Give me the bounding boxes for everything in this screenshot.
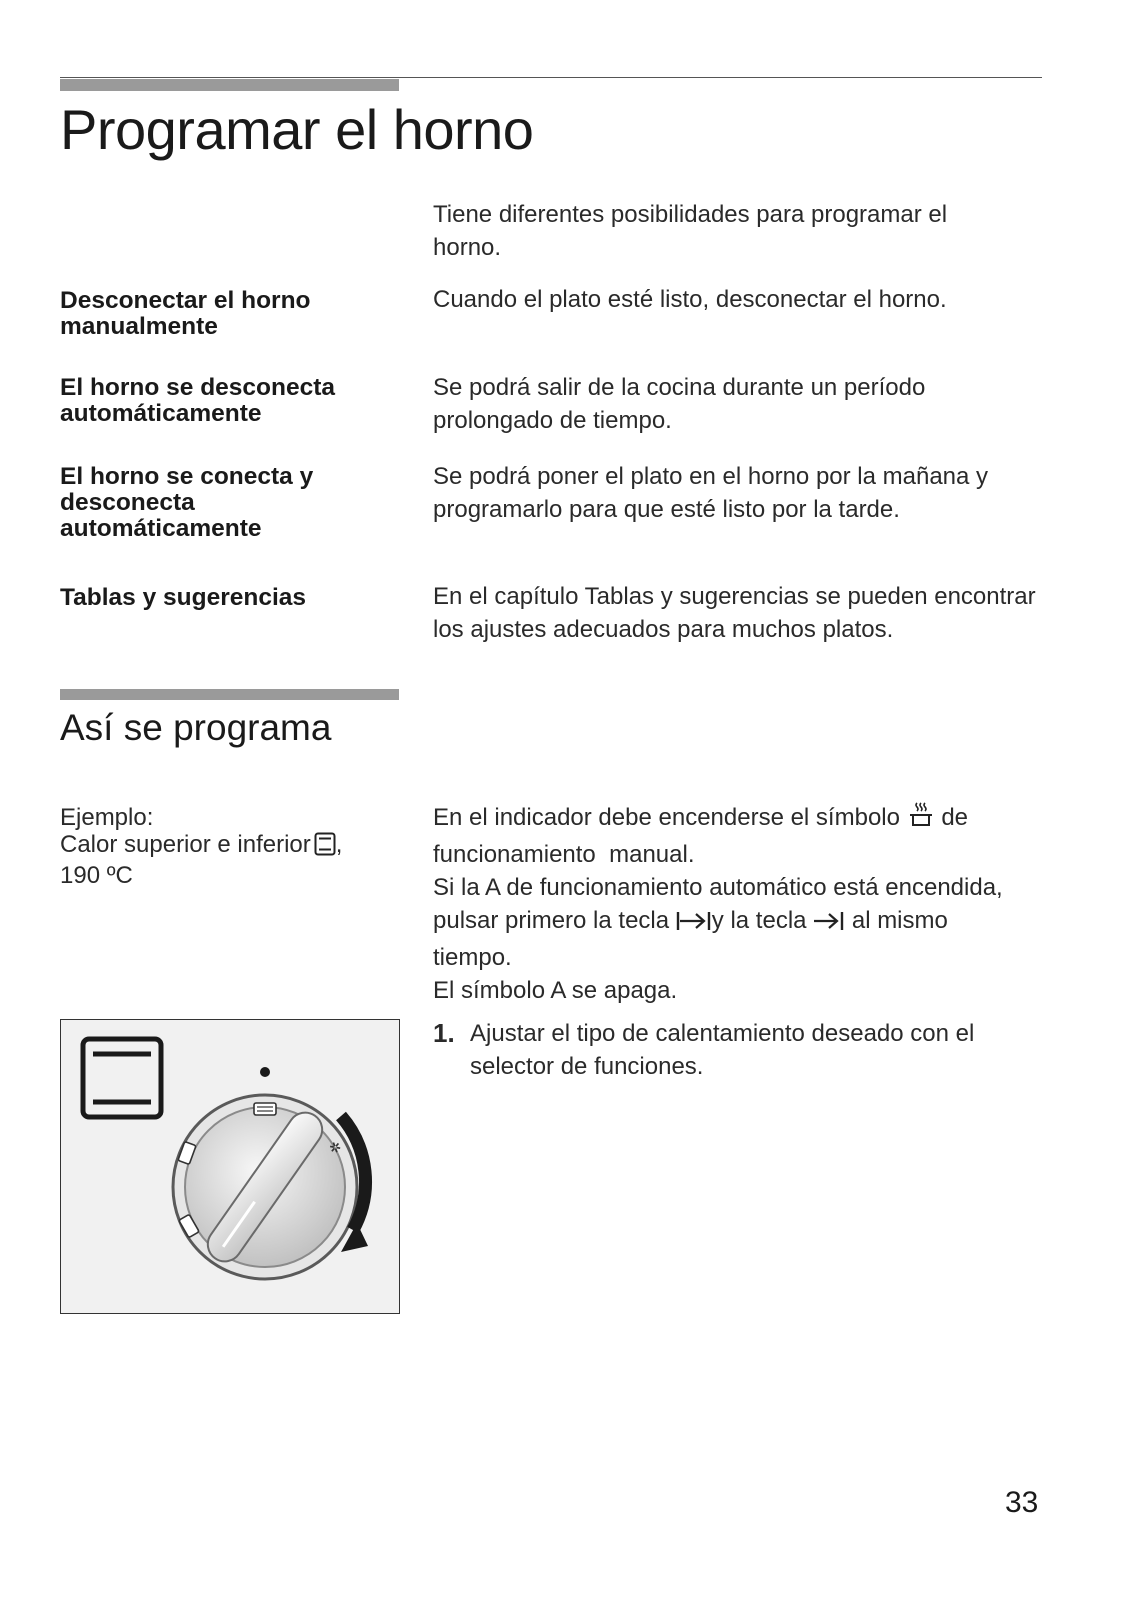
step-number: 1. (433, 1018, 455, 1048)
header-rule-thick (60, 79, 399, 91)
example-heading: Ejemplo: (60, 804, 154, 831)
option-text-auto-off: Se podrá salir de la cocina durante un período prolongado de tiempo. (433, 374, 926, 434)
instruction-text: En el indicador debe encenderse el símbolo (433, 804, 900, 831)
instruction-line-2: funcionamiento manual. (433, 841, 695, 868)
intro-text: Tiene diferentes posibilidades para programar el horno. (433, 201, 948, 261)
option-label-auto-off: El horno se desconecta automáticamente (60, 374, 336, 427)
page-title: Programar el horno (60, 98, 534, 161)
step-text: selector de funciones. (470, 1053, 704, 1080)
duration-key-icon (676, 908, 712, 941)
page-number: 33 (1005, 1486, 1039, 1519)
section-rule-thick (60, 689, 399, 700)
example-mode (60, 831, 390, 862)
instruction-line-1 (433, 801, 1058, 838)
option-text-manual: Cuando el plato esté listo, desconectar el horno. (433, 286, 947, 313)
section-title: Así se programa (60, 707, 332, 748)
instructions-block (433, 801, 1058, 1007)
mode-icon-large (83, 1039, 161, 1117)
step-1 (433, 1017, 1053, 1083)
instruction-line-3: Si la A de funcionamiento automático está encendida, (433, 874, 1003, 901)
end-time-key-icon (813, 908, 845, 941)
option-text-auto-on-off: Se podrá poner el plato en el horno por la mañana y programarlo para que esté listo por la tarde. (433, 463, 989, 523)
instruction-line-4 (433, 904, 1058, 941)
instruction-text: de (941, 804, 969, 831)
top-bottom-heat-icon (314, 832, 336, 862)
indicator-dot (260, 1067, 270, 1077)
option-label-tables: Tablas y sugerencias (60, 584, 307, 611)
function-selector-figure (60, 1019, 400, 1314)
example-temp: 190 ºC (60, 862, 133, 889)
instruction-line-5: tiempo. (433, 944, 512, 971)
example-mode-suffix: , (335, 831, 343, 858)
header-rule-thin (60, 77, 1042, 78)
example-mode-label: Calor superior e inferior (60, 831, 311, 858)
option-label-manual: Desconectar el horno manualmente (60, 287, 311, 340)
example-block (60, 804, 390, 889)
option-label-auto-on-off: El horno se conecta y desconecta automáticamente (60, 463, 314, 542)
instruction-text: al mismo (851, 907, 948, 934)
svg-text:✲: ✲ (324, 1138, 345, 1159)
option-text-tables: En el capítulo Tablas y sugerencias se pueden encontrar los ajustes adecuados para muchos platos. (433, 583, 1036, 643)
step-text: Ajustar el tipo de calentamiento deseado con el (470, 1020, 975, 1047)
steam-pot-icon (907, 801, 935, 838)
instruction-text: y la tecla (711, 907, 807, 934)
function-selector-illustration (61, 1020, 398, 1312)
instruction-line-6: El símbolo A se apaga. (433, 977, 678, 1004)
instruction-text: pulsar primero la tecla (433, 907, 670, 934)
